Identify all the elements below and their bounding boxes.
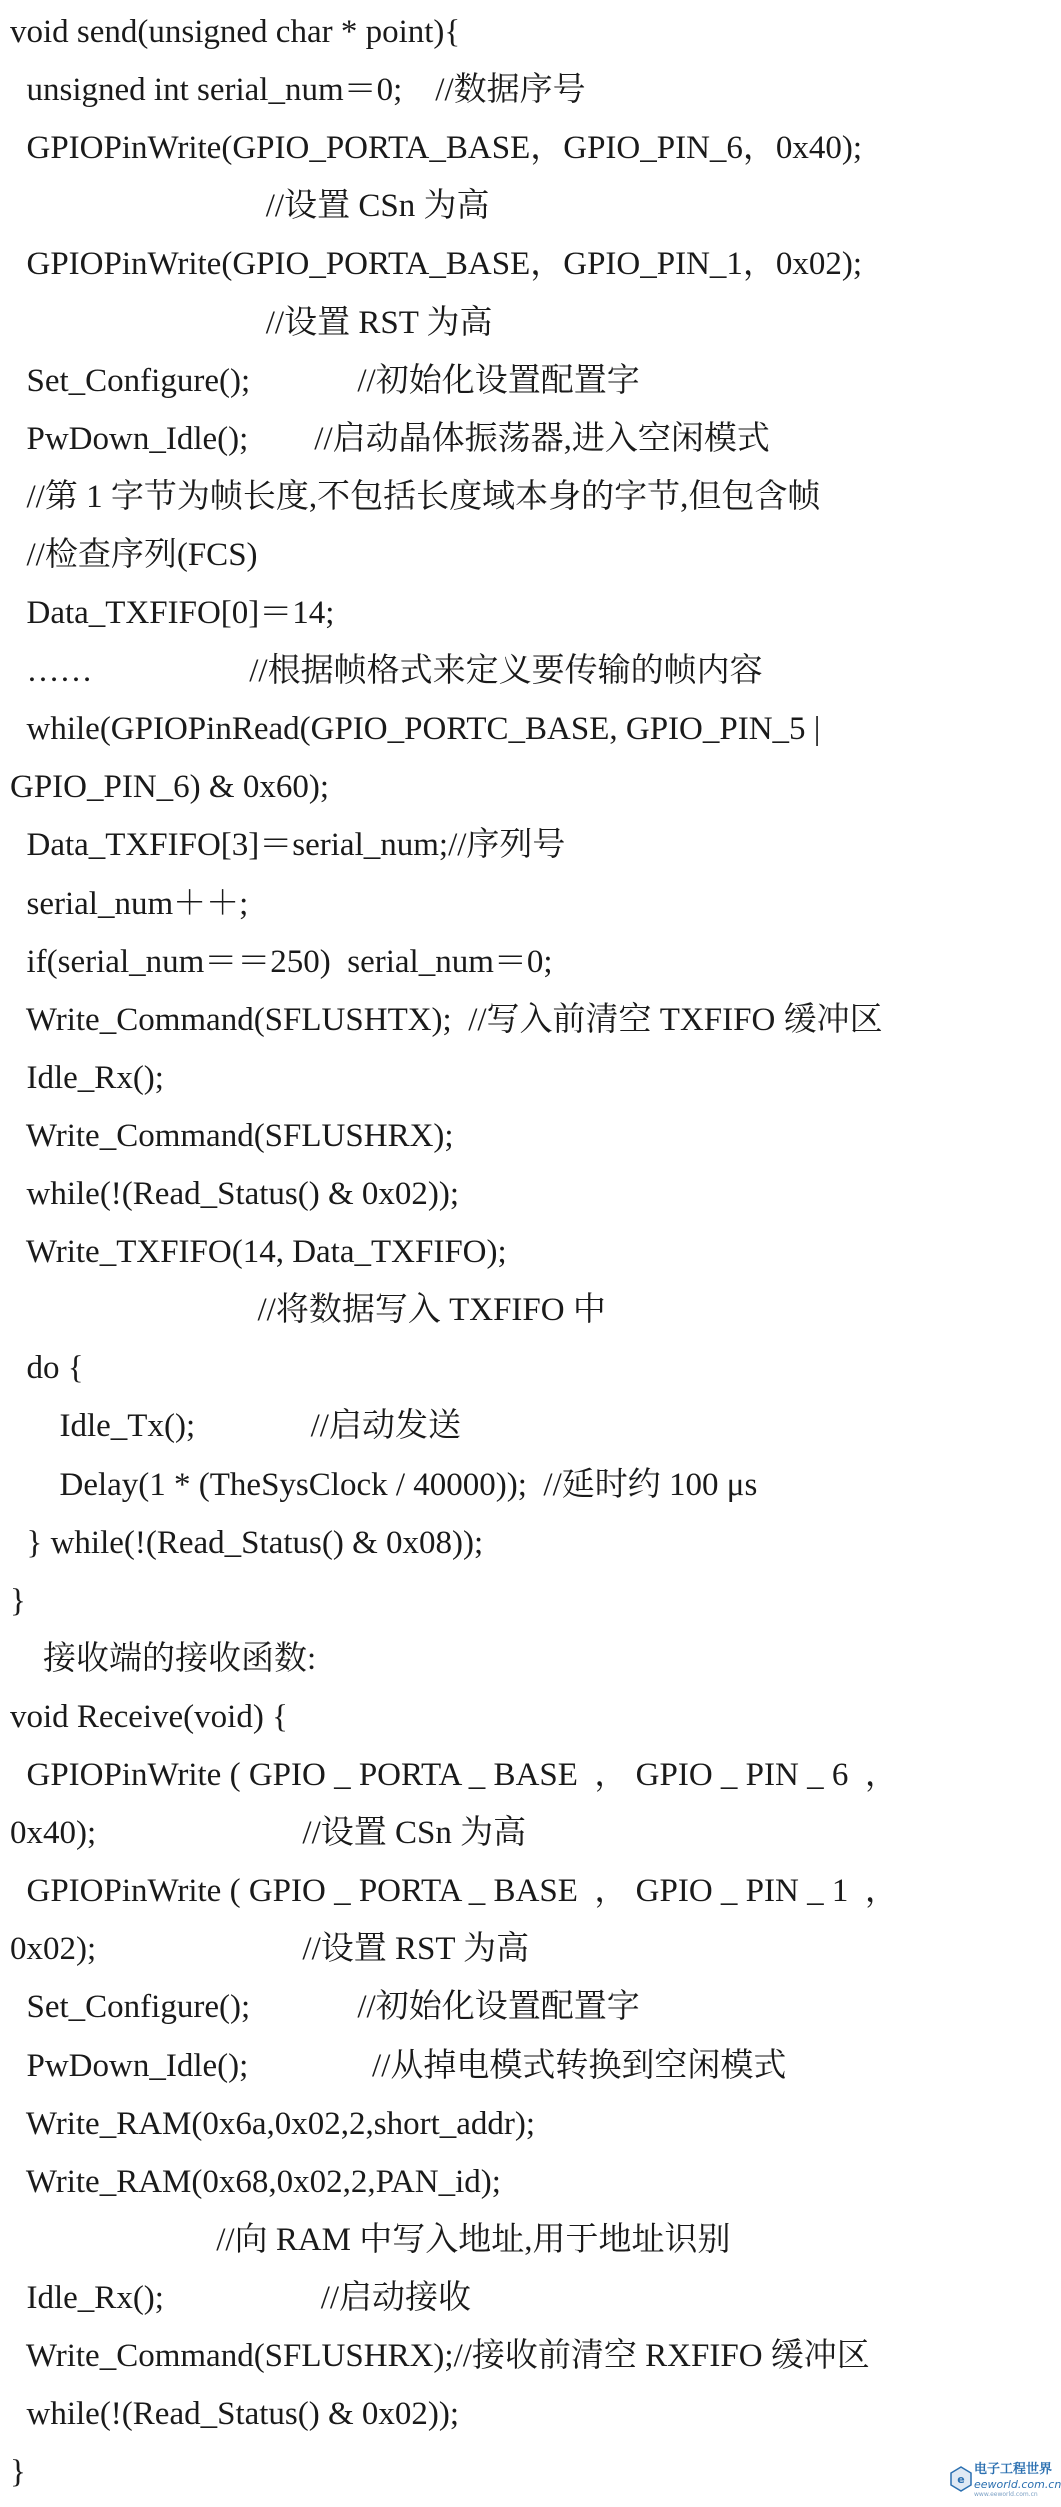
code-line: } (10, 1582, 26, 1619)
eeworld-watermark (950, 2462, 1061, 2500)
code-line: void Receive(void) { (10, 1698, 288, 1735)
code-line: //第 1 字节为帧长度,不包括长度域本身的字节,但包含帧 (10, 478, 821, 515)
code-line: Delay(1 * (TheSysClock / 40000)); //延时约 100 μs (10, 1466, 758, 1503)
svg-text:e: e (957, 2473, 965, 2486)
code-line: Set_Configure(); //初始化设置配置字 (10, 1989, 640, 2026)
code-line: 0x40); //设置 CSn 为高 (10, 1815, 527, 1852)
code-line: Idle_Tx(); //启动发送 (10, 1408, 461, 1445)
code-line: //向 RAM 中写入地址,用于地址识别 (10, 2221, 731, 2258)
code-line: PwDown_Idle(); //启动晶体振荡器,进入空闲模式 (10, 420, 770, 457)
code-line: PwDown_Idle(); //从掉电模式转换到空闲模式 (10, 2047, 787, 2084)
code-line: void send(unsigned char * point){ (10, 14, 461, 50)
code-line: //设置 RST 为高 (10, 304, 493, 341)
watermark-url: eeworld.com.cn (974, 2478, 1061, 2491)
code-line: …… //根据帧格式来定义要传输的帧内容 (10, 653, 763, 690)
code-line: Write_Command(SFLUSHRX);//接收前清空 RXFIFO 缓冲区 (10, 2338, 870, 2374)
code-line: Set_Configure(); //初始化设置配置字 (10, 362, 640, 399)
code-line: serial_num＋＋; (10, 885, 249, 922)
code-line: Write_Command(SFLUSHTX); //写入前清空 TXFIFO 缓冲区 (10, 1001, 883, 1038)
code-line: do { (10, 1350, 84, 1387)
code-line: while(!(Read_Status() & 0x02)); (10, 2396, 460, 2433)
code-line: while(GPIOPinRead(GPIO_PORTC_BASE, GPIO_PIN_5 | (10, 711, 821, 748)
watermark-subtitle: www.eeworld.com.cn (974, 2491, 1038, 2498)
eeworld-logo-icon (950, 2466, 972, 2492)
code-line: GPIO_PIN_6) & 0x60); (10, 769, 329, 806)
code-line: unsigned int serial_num＝0; //数据序号 (10, 72, 586, 109)
code-line: Data_TXFIFO[3]＝serial_num;//序列号 (10, 827, 566, 864)
code-line: } (10, 2454, 26, 2491)
code-line: 0x02); //设置 RST 为高 (10, 1931, 530, 1968)
code-line: Write_TXFIFO(14, Data_TXFIFO); (10, 1234, 507, 1271)
code-line: //检查序列(FCS) (10, 536, 258, 573)
code-line: 接收端的接收函数: (10, 1640, 317, 1677)
watermark-title: 电子工程世界 (974, 2462, 1053, 2477)
code-line: GPIOPinWrite(GPIO_PORTA_BASE，GPIO_PIN_1，0x02); (10, 246, 863, 283)
code-line: Write_RAM(0x6a,0x02,2,short_addr); (10, 2105, 536, 2142)
code-line: Idle_Rx(); //启动接收 (10, 2279, 472, 2316)
code-line: Data_TXFIFO[0]＝14; (10, 595, 335, 631)
code-line: Write_Command(SFLUSHRX); (10, 1117, 454, 1154)
code-line: while(!(Read_Status() & 0x02)); (10, 1176, 460, 1212)
code-line: Write_RAM(0x68,0x02,2,PAN_id); (10, 2163, 501, 2200)
code-line: GPIOPinWrite(GPIO_PORTA_BASE，GPIO_PIN_6，0x40); (10, 130, 863, 167)
code-line: GPIOPinWrite ( GPIO _ PORTA _ BASE ， GPIO _ PIN _ 6 ， (10, 1757, 898, 1793)
code-line: Idle_Rx(); (10, 1059, 164, 1096)
code-line: //将数据写入 TXFIFO 中 (10, 1292, 606, 1329)
code-line: GPIOPinWrite ( GPIO _ PORTA _ BASE ， GPIO _ PIN _ 1 ， (10, 1873, 898, 1910)
code-line: //设置 CSn 为高 (10, 188, 490, 225)
code-line: if(serial_num＝＝250) serial_num＝0; (10, 943, 553, 980)
code-line: } while(!(Read_Status() & 0x08)); (10, 1524, 484, 1561)
